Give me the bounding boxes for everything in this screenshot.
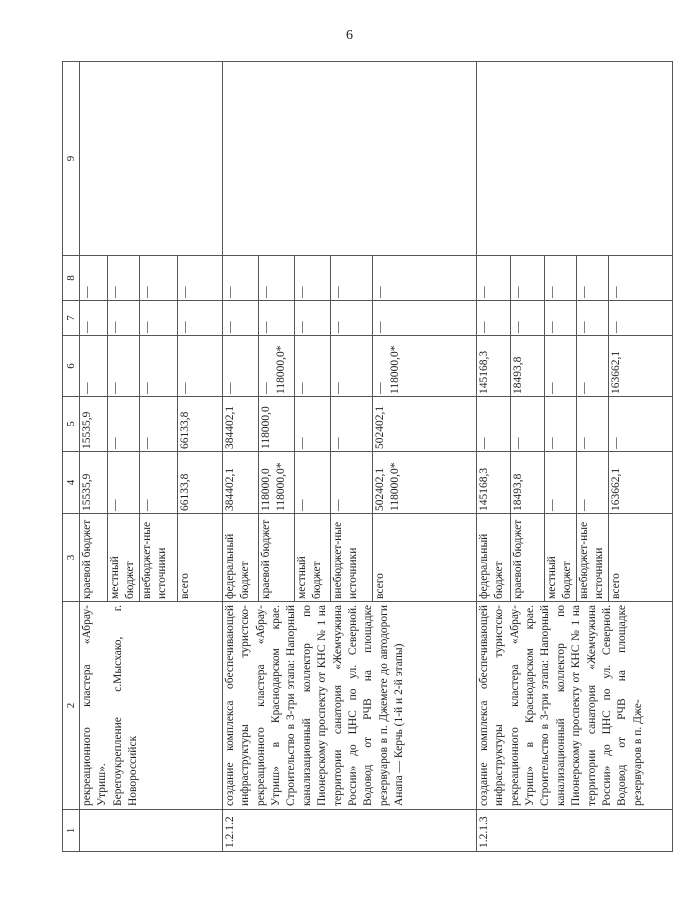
year-value-cell: — — [372, 256, 476, 301]
year-value-cell: — — [139, 336, 177, 397]
total-value-cell: — — [108, 452, 140, 514]
description-cell: создание комплекса обеспечивающей инфраструктуры туристско-рекреационного кластера «Абрау-Утриш» в Краснодарском крае. Строительство в 3-три этапа: Напорный канализационный коллектор по Пионерскому проспекту от КНС № 1 на территории санатория «Жемчужина России» до ЦНС по ул. Северной. Водовод от РЧВ на площадке резервуаров в п. Джемете до автодороги Анапа — Керчь (1-й и 2-й этапы) — [222, 602, 476, 810]
year-value-cell: — — [177, 301, 222, 336]
year-value-cell: — — [544, 397, 576, 452]
year-value-cell: — — [576, 397, 608, 452]
year-value-cell: — 118000,0* — [258, 336, 294, 397]
year-value-cell: — — [222, 336, 258, 397]
total-value-cell: — — [139, 452, 177, 514]
total-value-cell: 502402,1 118000,0* — [372, 452, 476, 514]
total-value-cell: 384402,1 — [222, 452, 258, 514]
total-value-cell: 66133,8 — [177, 452, 222, 514]
year-value-cell: — — [222, 301, 258, 336]
col-header: 3 — [63, 514, 80, 602]
table-body — [80, 62, 673, 852]
col-header: 4 — [63, 452, 80, 514]
program-table-container — [62, 62, 644, 852]
source-cell: местный бюджет — [108, 514, 140, 602]
year-value-cell: — — [544, 336, 576, 397]
year-value-cell: — — [80, 256, 108, 301]
year-value-cell: 502402,1 — [372, 397, 476, 452]
year-value-cell: — — [139, 397, 177, 452]
year-value-cell: — — [576, 301, 608, 336]
year-value-cell: 145168,3 — [476, 336, 510, 397]
year-value-cell: — — [330, 256, 372, 301]
description-cell: создание комплекса обеспечивающей инфраструктуры туристско-рекреационного кластера «Абрау-Утриш» в Краснодарском крае. Строительство в 3-три этапа: Напорный канализационный коллектор по Пионерскому проспекту от КНС № 1 на территории санатория «Жемчужина России» до ЦНС по ул. Северной. Водовод от РЧВ на площадке резервуаров в п. Дже- — [476, 602, 672, 810]
table-row — [222, 62, 258, 852]
total-value-cell: 118000,0 118000,0* — [258, 452, 294, 514]
year-value-cell: — — [608, 301, 672, 336]
year-value-cell: — — [476, 397, 510, 452]
table-row — [80, 62, 108, 852]
year-value-cell: — — [372, 301, 476, 336]
notes-cell — [476, 62, 672, 256]
year-value-cell: 66133,8 — [177, 397, 222, 452]
year-value-cell: — — [80, 336, 108, 397]
source-cell: внебюджет-ные источники — [576, 514, 608, 602]
year-value-cell: 384402,1 — [222, 397, 258, 452]
year-value-cell: — — [139, 301, 177, 336]
description-cell: рекреационного кластера «Абрау-Утриш». Берегоукрепление с.Мысхако, г. Новороссийск — [80, 602, 223, 810]
year-value-cell: — — [476, 256, 510, 301]
col-header: 6 — [63, 336, 80, 397]
year-value-cell: — — [330, 397, 372, 452]
col-header: 7 — [63, 301, 80, 336]
col-header: 5 — [63, 397, 80, 452]
total-value-cell: — — [330, 452, 372, 514]
total-value-cell: — — [294, 452, 330, 514]
year-value-cell: — — [608, 256, 672, 301]
year-value-cell: — — [177, 336, 222, 397]
page-number: 6 — [346, 28, 353, 43]
total-value-cell: 163662,1 — [608, 452, 672, 514]
year-value-cell: — — [108, 336, 140, 397]
year-value-cell: — — [139, 256, 177, 301]
source-cell: всего — [608, 514, 672, 602]
year-value-cell: — — [330, 336, 372, 397]
year-value-cell: — — [108, 397, 140, 452]
source-cell: краевой бюджет — [510, 514, 544, 602]
year-value-cell: — — [576, 336, 608, 397]
year-value-cell: — — [294, 256, 330, 301]
header-row — [63, 62, 80, 852]
source-cell: краевой бюджет — [258, 514, 294, 602]
year-value-cell: — — [108, 301, 140, 336]
source-cell: местный бюджет — [294, 514, 330, 602]
source-cell: краевой бюджет — [80, 514, 108, 602]
year-value-cell: — — [510, 397, 544, 452]
year-value-cell: — — [510, 256, 544, 301]
total-value-cell: 15535,9 — [80, 452, 108, 514]
col-header: 9 — [63, 62, 80, 256]
total-value-cell: — — [544, 452, 576, 514]
year-value-cell: 15535,9 — [80, 397, 108, 452]
year-value-cell: 118000,0 — [258, 397, 294, 452]
source-cell: внебюджет-ные источники — [330, 514, 372, 602]
year-value-cell: — — [258, 256, 294, 301]
year-value-cell: — — [544, 256, 576, 301]
year-value-cell: — — [294, 336, 330, 397]
year-value-cell: — — [476, 301, 510, 336]
item-number-cell — [80, 810, 223, 852]
col-header: 1 — [63, 810, 80, 852]
year-value-cell: 18493,8 — [510, 336, 544, 397]
year-value-cell: — — [80, 301, 108, 336]
year-value-cell: — — [294, 397, 330, 452]
year-value-cell: — — [108, 256, 140, 301]
year-value-cell: — — [294, 301, 330, 336]
item-number-cell: 1.2.1.3 — [476, 810, 672, 852]
year-value-cell: — — [177, 256, 222, 301]
year-value-cell: — — [608, 397, 672, 452]
year-value-cell: — — [544, 301, 576, 336]
total-value-cell: 145168,3 — [476, 452, 510, 514]
notes-cell — [80, 62, 223, 256]
year-value-cell: — — [330, 301, 372, 336]
year-value-cell: — — [510, 301, 544, 336]
notes-cell — [222, 62, 476, 256]
source-cell: местный бюджет — [544, 514, 576, 602]
item-number-cell: 1.2.1.2 — [222, 810, 476, 852]
source-cell: всего — [177, 514, 222, 602]
source-cell: федеральный бюджет — [222, 514, 258, 602]
col-header: 2 — [63, 602, 80, 810]
source-cell: федеральный бюджет — [476, 514, 510, 602]
year-value-cell: — 118000,0* — [372, 336, 476, 397]
year-value-cell: 163662,1 — [608, 336, 672, 397]
year-value-cell: — — [576, 256, 608, 301]
year-value-cell: — — [222, 256, 258, 301]
total-value-cell: 18493,8 — [510, 452, 544, 514]
year-value-cell: — — [258, 301, 294, 336]
source-cell: внебюджет-ные источники — [139, 514, 177, 602]
source-cell: всего — [372, 514, 476, 602]
table-row — [476, 62, 510, 852]
total-value-cell: — — [576, 452, 608, 514]
col-header: 8 — [63, 256, 80, 301]
program-table — [62, 61, 673, 852]
rotated-page — [62, 62, 644, 852]
